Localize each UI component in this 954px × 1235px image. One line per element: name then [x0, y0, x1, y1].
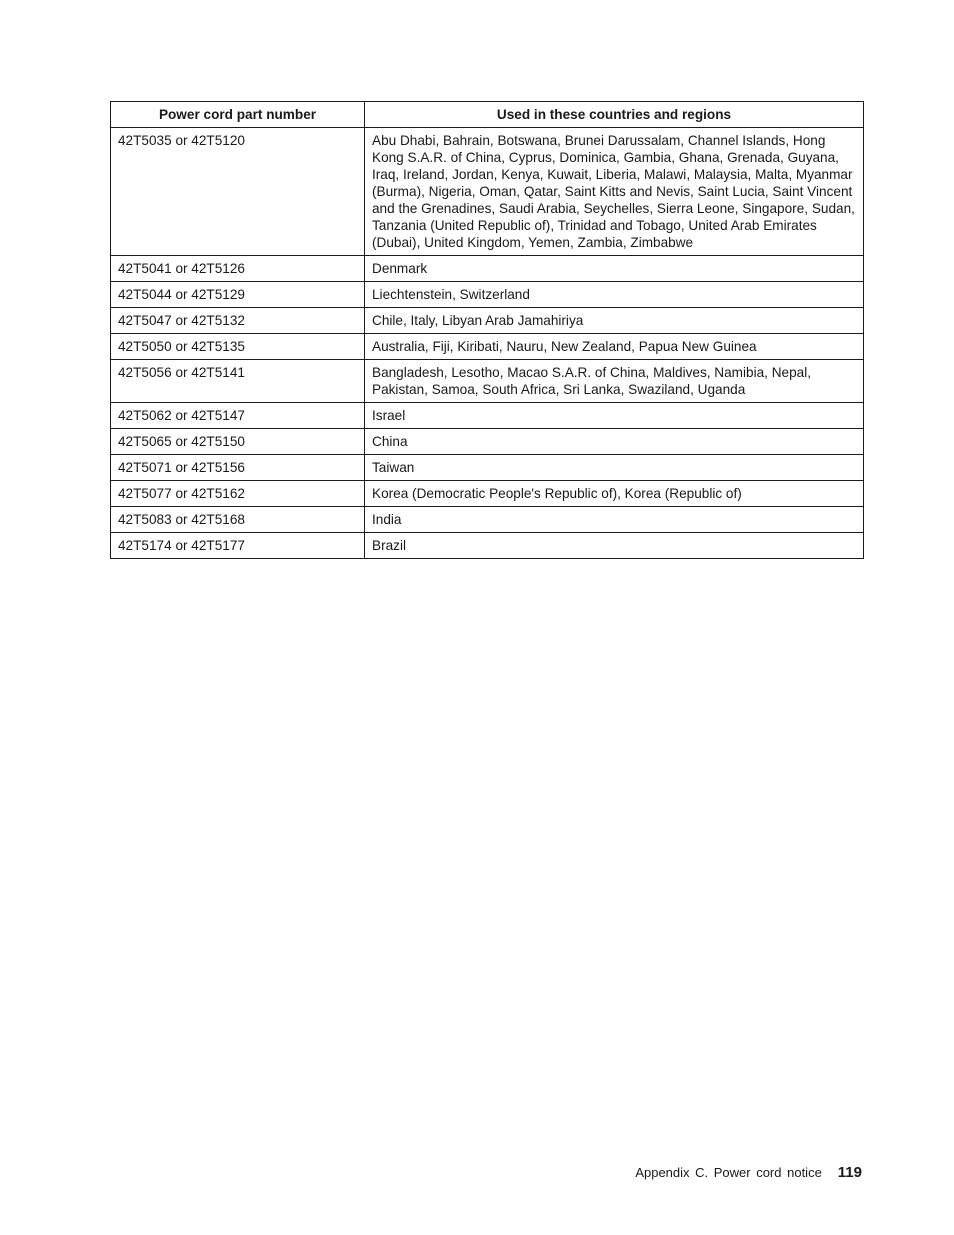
page-footer: [635, 1163, 862, 1183]
countries-cell: Denmark: [365, 256, 864, 282]
part-number-cell: 42T5044 or 42T5129: [111, 282, 365, 308]
table-row: [111, 429, 864, 455]
countries-cell: Taiwan: [365, 455, 864, 481]
table-row: [111, 455, 864, 481]
part-number-cell: 42T5077 or 42T5162: [111, 481, 365, 507]
countries-cell: Israel: [365, 403, 864, 429]
table-row: [111, 128, 864, 256]
part-number-cell: 42T5035 or 42T5120: [111, 128, 365, 256]
part-number-cell: 42T5071 or 42T5156: [111, 455, 365, 481]
table-row: [111, 308, 864, 334]
page-number: 119: [837, 1164, 862, 1181]
part-number-cell: 42T5047 or 42T5132: [111, 308, 365, 334]
countries-cell: Abu Dhabi, Bahrain, Botswana, Brunei Darussalam, Channel Islands, Hong Kong S.A.R. of China, Cyprus, Dominica, Gambia, Ghana, Grenada, Guyana, Iraq, Ireland, Jordan, Kenya, Kuwait, Liberia, Malawi, Malaysia, Malta, Myanmar (Burma), Nigeria, Oman, Qatar, Saint Kitts and Nevis, Saint Lucia, Saint Vincent and the Grenadines, Saudi Arabia, Seychelles, Sierra Leone, Singapore, Sudan, Tanzania (United Republic of), Trinidad and Tobago, United Arab Emirates (Dubai), United Kingdom, Yemen, Zambia, Zimbabwe: [365, 128, 864, 256]
power-cord-table: [110, 101, 864, 559]
countries-cell: Chile, Italy, Libyan Arab Jamahiriya: [365, 308, 864, 334]
countries-cell: China: [365, 429, 864, 455]
table-row: [111, 282, 864, 308]
header-countries: Used in these countries and regions: [365, 102, 864, 128]
table-row: [111, 334, 864, 360]
table-row: [111, 360, 864, 403]
countries-cell: Liechtenstein, Switzerland: [365, 282, 864, 308]
table-header-row: [111, 102, 864, 128]
header-part-number: Power cord part number: [111, 102, 365, 128]
part-number-cell: 42T5174 or 42T5177: [111, 533, 365, 559]
table-row: [111, 507, 864, 533]
countries-cell: Australia, Fiji, Kiribati, Nauru, New Zealand, Papua New Guinea: [365, 334, 864, 360]
countries-cell: Bangladesh, Lesotho, Macao S.A.R. of China, Maldives, Namibia, Nepal, Pakistan, Samoa, South Africa, Sri Lanka, Swaziland, Uganda: [365, 360, 864, 403]
table-row: [111, 403, 864, 429]
part-number-cell: 42T5056 or 42T5141: [111, 360, 365, 403]
table-row: [111, 533, 864, 559]
part-number-cell: 42T5062 or 42T5147: [111, 403, 365, 429]
part-number-cell: 42T5083 or 42T5168: [111, 507, 365, 533]
countries-cell: Brazil: [365, 533, 864, 559]
footer-section-title: Appendix C. Power cord notice: [635, 1165, 822, 1180]
table-row: [111, 481, 864, 507]
part-number-cell: 42T5041 or 42T5126: [111, 256, 365, 282]
countries-cell: Korea (Democratic People's Republic of), Korea (Republic of): [365, 481, 864, 507]
countries-cell: India: [365, 507, 864, 533]
part-number-cell: 42T5050 or 42T5135: [111, 334, 365, 360]
table-row: [111, 256, 864, 282]
part-number-cell: 42T5065 or 42T5150: [111, 429, 365, 455]
